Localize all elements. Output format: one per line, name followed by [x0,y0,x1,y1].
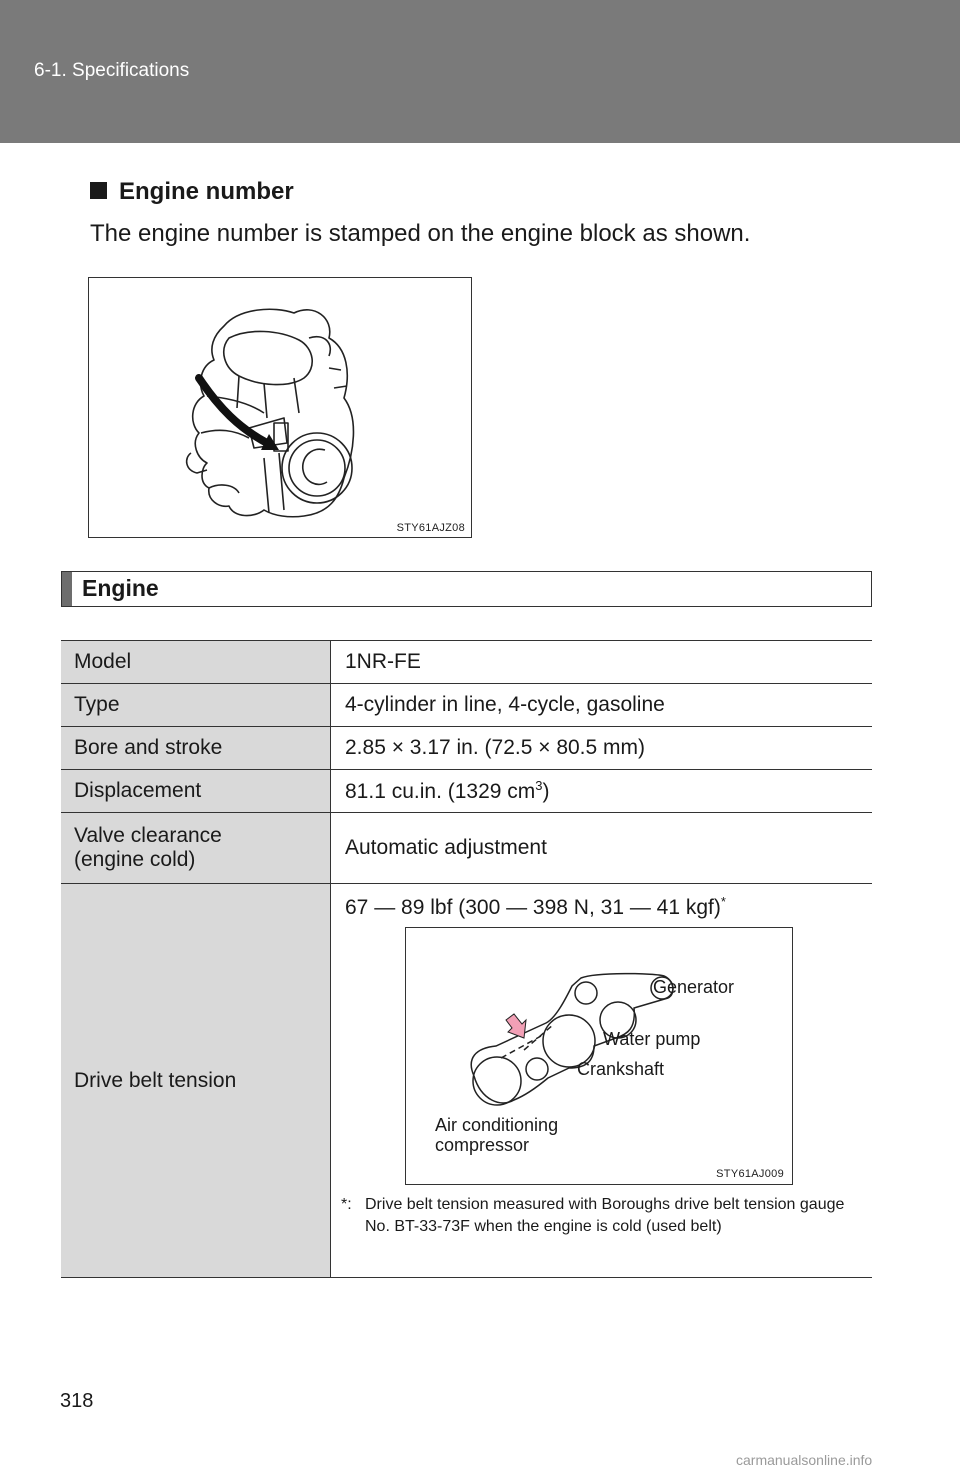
crankshaft-label: Crankshaft [577,1059,665,1079]
row-label [61,813,331,884]
row-value: Automatic adjustment [331,813,873,884]
belt-tension-text: 67 — 89 lbf (300 — 398 N, 31 — 41 kgf) [345,896,721,919]
ac-label-line2: compressor [435,1135,530,1155]
belt-tension-mark: * [720,894,726,909]
watermark: carmanualsonline.info [736,1452,873,1468]
row-label: Model [61,641,331,684]
displacement-close: ) [542,780,550,803]
displacement-exponent: 3 [535,778,543,793]
footnote-mark: *: [341,1196,352,1213]
row-value: 1NR-FE [331,641,873,684]
row-value: 2.85 × 3.17 in. (72.5 × 80.5 mm) [331,727,873,770]
row-label: Displacement [61,770,331,813]
row-label: Drive belt tension [61,884,331,1278]
table-row [61,884,872,1278]
table-row [61,684,872,727]
engine-drawing-icon [89,278,471,537]
subsection-heading [90,178,294,206]
row-label-line1: Valve clearance [74,824,222,847]
table-row [61,813,872,884]
displacement-value: 81.1 cu.in. (1329 cm [345,780,536,803]
belt-diagram [405,927,793,1185]
intro-text: The engine number is stamped on the engine block as shown. [90,220,751,247]
row-value [331,884,873,1278]
table-row [61,727,872,770]
engine-spec-table [61,640,872,1278]
figure-code: STY61AJ009 [716,1168,784,1180]
generator-label: Generator [653,977,735,997]
figure-code: STY61AJZ08 [396,522,465,534]
water-pump-label: Water pump [603,1029,701,1049]
table-row [61,641,872,684]
row-label: Bore and stroke [61,727,331,770]
bullet-square-icon [90,182,107,199]
subsection-title: Engine number [119,178,294,205]
page-number: 318 [60,1390,94,1412]
row-label: Type [61,684,331,727]
row-label-line2: (engine cold) [74,848,196,871]
table-row [61,770,872,813]
header-bar [0,0,960,143]
engine-section-title: Engine [82,575,159,601]
engine-illustration [88,277,472,538]
ac-compressor-label [435,1115,558,1155]
section-title: 6-1. Specifications [34,60,190,81]
belt-tension-value [345,894,726,920]
row-value: 4-cylinder in line, 4-cycle, gasoline [331,684,873,727]
footnote-text: Drive belt tension measured with Boroughs drive belt tension gauge No. BT-33-73F when the engine is cold (used belt) [365,1196,845,1235]
engine-section-header [61,571,872,607]
ac-label-line1: Air conditioning [435,1115,559,1135]
row-value [331,770,873,813]
belt-footnote [341,1194,871,1238]
section-marker-bar [62,572,72,606]
